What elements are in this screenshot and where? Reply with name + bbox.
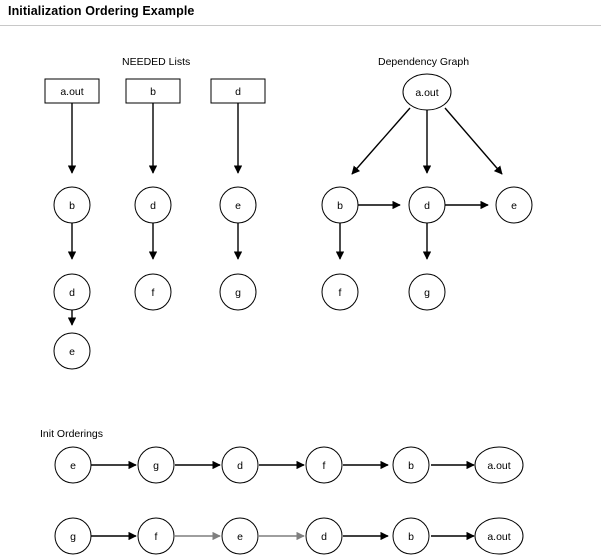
needed-list-node-label: f — [151, 286, 155, 299]
graph-node-label: d — [424, 199, 430, 212]
section-label-dependency-graph: Dependency Graph — [378, 56, 470, 68]
needed-list-node-label: b — [69, 199, 75, 212]
graph-node-label: b — [337, 199, 343, 212]
edge-aout-b — [352, 108, 410, 174]
diagram-svg — [0, 26, 601, 559]
edge-aout-e — [445, 108, 502, 174]
ordering-node-label: d — [237, 459, 243, 472]
needed-list-column-d — [211, 79, 265, 310]
ordering-node-label: b — [408, 459, 414, 472]
ordering-node-label: g — [153, 459, 159, 472]
needed-list-node-label: d — [69, 286, 75, 299]
ordering-node-label: a.out — [487, 530, 511, 543]
needed-list-node-label: g — [235, 286, 241, 299]
graph-node-label: g — [424, 286, 430, 299]
ordering-node-label: d — [321, 530, 327, 543]
needed-list-node-label: d — [150, 199, 156, 212]
graph-node-label: e — [511, 199, 517, 212]
needed-list-node-label: e — [235, 199, 241, 212]
init-ordering-1 — [55, 447, 523, 483]
ordering-node-label: b — [408, 530, 414, 543]
section-label-init-orderings: Init Orderings — [40, 428, 104, 440]
ordering-node-label: e — [70, 459, 76, 472]
needed-list-column-b — [126, 79, 180, 310]
diagram-canvas — [0, 26, 601, 559]
ordering-node-label: e — [237, 530, 243, 543]
graph-node-label: a.out — [415, 86, 439, 99]
ordering-node-label: f — [322, 459, 326, 472]
ordering-node-label: g — [70, 530, 76, 543]
graph-node-label: f — [338, 286, 342, 299]
needed-list-column-aout — [45, 79, 99, 369]
needed-list-header-label: b — [150, 85, 156, 98]
section-label-needed-lists: NEEDED Lists — [122, 56, 191, 68]
needed-list-header-label: d — [235, 85, 241, 98]
page-title: Initialization Ordering Example — [8, 4, 195, 18]
ordering-node-label: f — [154, 530, 158, 543]
needed-list-node-label: e — [69, 345, 75, 358]
ordering-node-label: a.out — [487, 459, 511, 472]
needed-list-header-label: a.out — [60, 85, 84, 98]
dependency-graph — [322, 74, 532, 310]
init-ordering-2 — [55, 518, 523, 554]
title-bar — [0, 0, 601, 26]
